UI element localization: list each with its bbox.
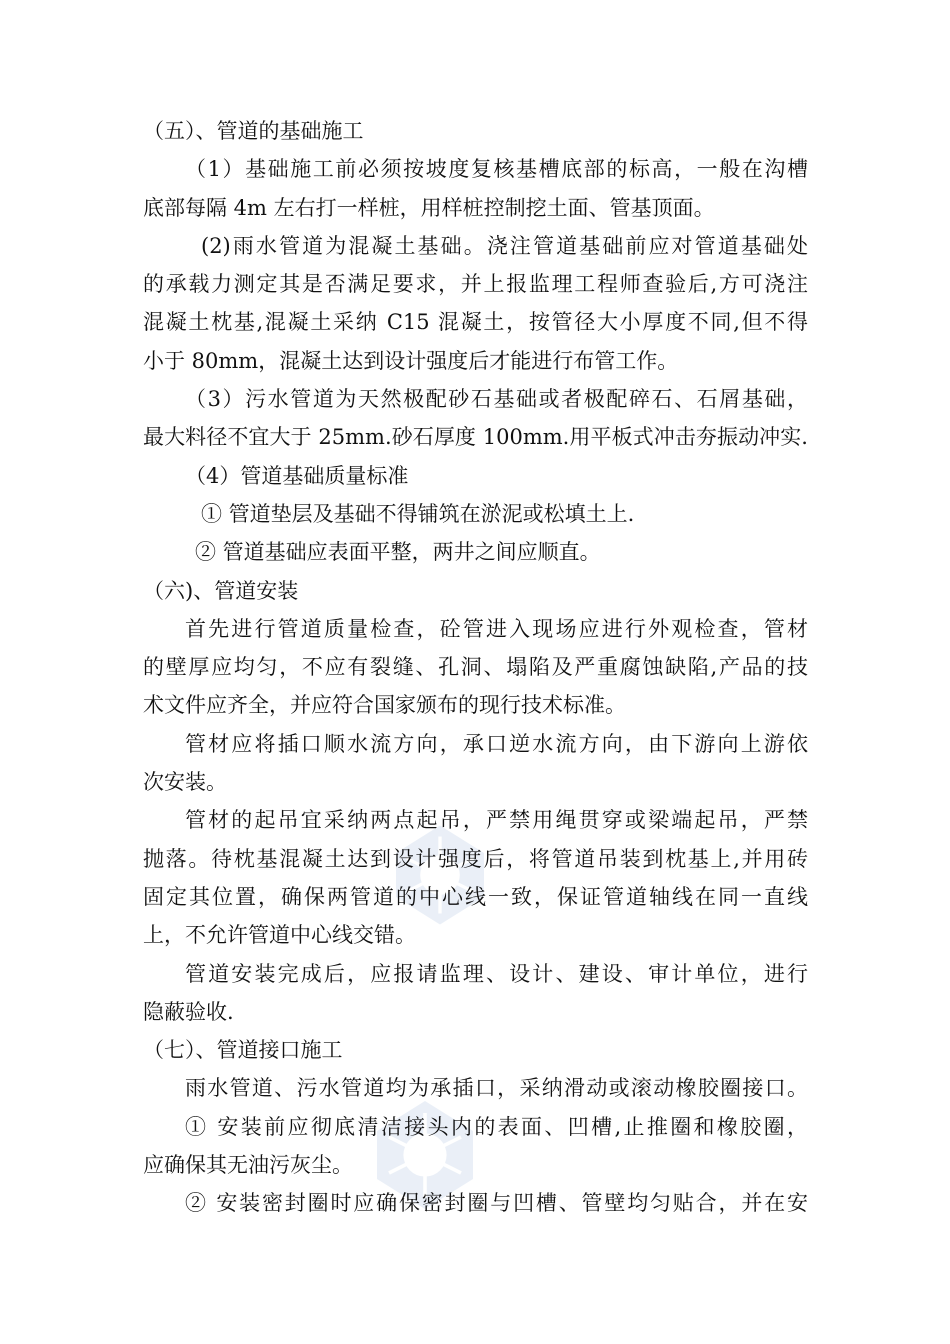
section-heading: （七）、管道接口施工 bbox=[143, 1038, 343, 1063]
paragraph-line: 小于 80mm，混凝土达到设计强度后才能进行布管工作。 bbox=[143, 348, 679, 373]
paragraph-line: （3）污水管道为天然极配砂石基础或者极配碎石、石屑基础， bbox=[185, 387, 808, 412]
paragraph-line: (2)雨水管道为混凝土基础。浇注管道基础前应对管道基础处 bbox=[201, 233, 808, 258]
list-item: ② 管道基础应表面平整，两井之间应顺直。 bbox=[195, 540, 601, 565]
paragraph-line: 最大料径不宜大于 25mm.砂石厚度 100mm.用平板式冲击夯振动冲实. bbox=[143, 425, 808, 450]
paragraph-line: （1）基础施工前必须按坡度复核基槽底部的标高，一般在沟槽 bbox=[185, 157, 808, 182]
paragraph-line: 次安装。 bbox=[143, 770, 227, 795]
paragraph-line: 首先进行管道质量检查，砼管进入现场应进行外观检查，管材 bbox=[185, 616, 808, 641]
list-item: ② 安装密封圈时应确保密封圈与凹槽、管壁均匀贴合，并在安 bbox=[185, 1191, 808, 1216]
paragraph-line: 管材的起吊宜采纳两点起吊，严禁用绳贯穿或梁端起吊，严禁 bbox=[185, 808, 808, 833]
section-heading: （五）、管道的基础施工 bbox=[143, 119, 364, 143]
subsection-heading: （4）管道基础质量标准 bbox=[185, 463, 409, 488]
paragraph-line: 管材应将插口顺水流方向，承口逆水流方向，由下游向上游依 bbox=[185, 731, 808, 756]
paragraph-line: 的承载力测定其是否满足要求，并上报监理工程师查验后,方可浇注 bbox=[143, 272, 808, 297]
paragraph-line: 底部每隔 4m 左右打一样桩，用样桩控制挖土面、管基顶面。 bbox=[143, 195, 715, 220]
paragraph-line: 混凝土枕基,混凝土采纳 C15 混凝土，按管径大小厚度不同,但不得 bbox=[143, 310, 808, 335]
paragraph-line: 的壁厚应均匀，不应有裂缝、孔洞、塌陷及严重腐蚀缺陷,产品的技 bbox=[143, 655, 808, 680]
paragraph-line: 雨水管道、污水管道均为承插口，采纳滑动或滚动橡胶圈接口。 bbox=[185, 1076, 808, 1101]
list-item: ① 安装前应彻底清洁接头内的表面、凹槽,止推圈和橡胶圈， bbox=[185, 1114, 808, 1139]
paragraph-line: 上，不允许管道中心线交错。 bbox=[143, 923, 416, 948]
paragraph-line: 管道安装完成后，应报请监理、设计、建设、审计单位，进行 bbox=[185, 961, 808, 986]
paragraph-line: 固定其位置，确保两管道的中心线一致，保证管道轴线在同一直线 bbox=[143, 884, 808, 909]
paragraph-line: 应确保其无油污灰尘。 bbox=[143, 1153, 353, 1178]
paragraph-line: 抛落。待枕基混凝土达到设计强度后，将管道吊装到枕基上,并用砖 bbox=[143, 846, 808, 871]
paragraph-line: 隐蔽验收. bbox=[143, 999, 234, 1024]
list-item: ① 管道垫层及基础不得铺筑在淤泥或松填土上. bbox=[201, 501, 635, 526]
document-body bbox=[143, 112, 808, 1223]
section-heading: （六)、管道安装 bbox=[143, 578, 299, 603]
paragraph-line: 术文件应齐全，并应符合国家颁布的现行技术标准。 bbox=[143, 693, 626, 718]
